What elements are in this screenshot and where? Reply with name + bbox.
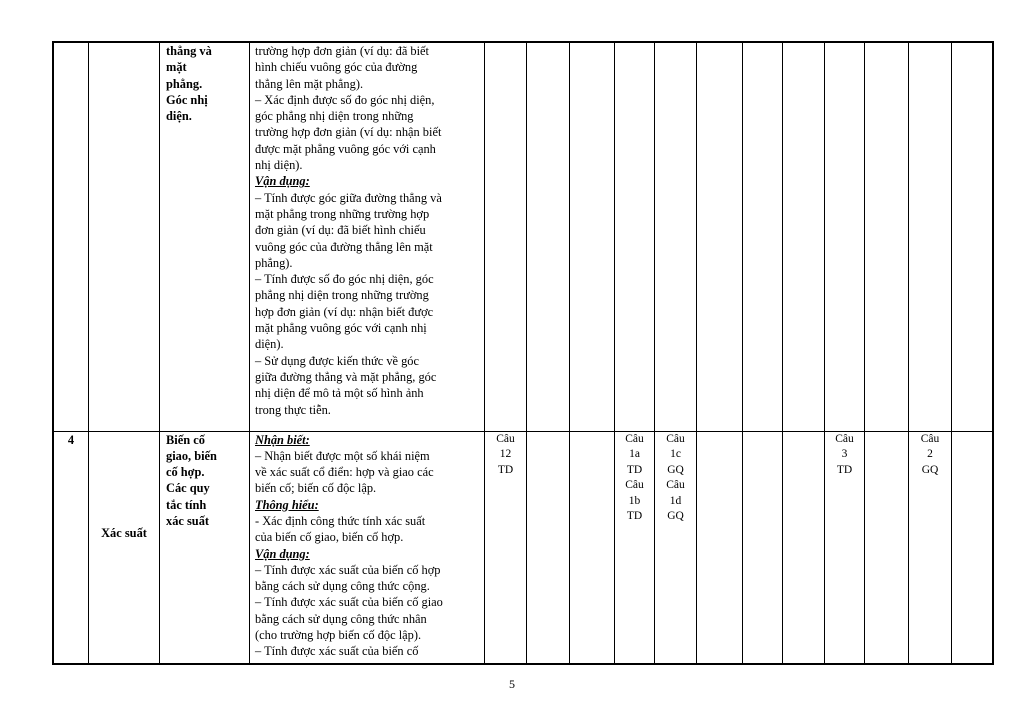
question-cell (825, 431, 865, 664)
question-ref: TD (497, 463, 514, 476)
yeu-cau-line: diện). (255, 337, 284, 352)
yeu-cau-line: được mặt phẳng vuông góc với cạnh (255, 141, 436, 156)
question-cell (615, 431, 655, 664)
yeu-cau-line: – Tính được xác suất của biến cố giao (255, 595, 443, 610)
noi-dung-cell (160, 431, 250, 664)
question-ref: 1c (670, 448, 681, 460)
noi-dung-line: xác suất (166, 513, 210, 528)
yeu-cau-line: nhị diện để mô tả một số hình ảnh (255, 386, 424, 401)
question-cell (527, 431, 570, 664)
question-ref: 12 (499, 448, 512, 460)
chu-de-cell (89, 42, 160, 431)
yeu-cau-line: đơn giản (ví dụ: đã biết hình chiếu (255, 223, 426, 238)
table-row (53, 431, 993, 664)
stt-cell: 4 (53, 431, 89, 664)
noi-dung-line: Góc nhị (166, 92, 208, 107)
question-cell (570, 431, 615, 664)
yeu-cau-line: – Tính được góc giữa đường thẳng và (255, 190, 442, 205)
matrix-table (52, 41, 994, 665)
yeu-cau-line: của biến cố giao, biến cố hợp. (255, 530, 404, 545)
yeu-cau-line: mặt phẳng trong những trường hợp (255, 206, 430, 221)
noi-dung-line: tắc tính (166, 497, 207, 512)
yeu-cau-line: mặt phẳng vuông góc với cạnh nhị (255, 321, 427, 336)
noi-dung-line: giao, biến (166, 448, 217, 463)
noi-dung-line: cố hợp. (166, 465, 205, 480)
yeu-cau-line: – Sử dụng được kiến thức về góc (255, 353, 420, 368)
question-cell (825, 42, 865, 431)
question-ref: 1a (629, 448, 640, 460)
yeu-cau-line: – Tính được xác suất của biến cố hợp (255, 562, 441, 577)
question-cell (615, 42, 655, 431)
question-cell (952, 42, 993, 431)
question-ref: Câu (625, 432, 644, 445)
yeu-cau-line: bằng cách sử dụng công thức cộng. (255, 579, 430, 594)
chu-de-label: Xác suất (101, 525, 147, 540)
question-cell (865, 431, 909, 664)
level-label: Thông hiểu: (255, 497, 319, 512)
question-ref: TD (626, 463, 643, 476)
question-cell (485, 42, 527, 431)
question-ref: 1d (669, 494, 682, 507)
yeu-cau-line: – Tính được số đo góc nhị diện, góc (255, 272, 434, 287)
yeu-cau-line: trong thực tiễn. (255, 402, 331, 417)
question-ref: GQ (667, 510, 684, 522)
question-cell (865, 42, 909, 431)
level-label: Nhận biết: (255, 432, 310, 447)
yeu-cau-cell (250, 42, 485, 431)
question-cell (485, 431, 527, 664)
question-ref: 1b (628, 494, 641, 507)
yeu-cau-line: góc phẳng nhị diện trong những (255, 109, 414, 124)
yeu-cau-line: nhị diện). (255, 158, 303, 173)
question-ref: Câu (666, 432, 685, 445)
question-cell (783, 431, 825, 664)
question-cell (743, 431, 783, 664)
yeu-cau-line: phẳng). (255, 255, 293, 270)
noi-dung-line: diện. (166, 109, 192, 124)
question-ref: TD (836, 463, 853, 476)
yeu-cau-line: biến cố; biến cố độc lập. (255, 481, 377, 496)
yeu-cau-line: giữa đường thẳng và mặt phẳng, góc (255, 369, 437, 384)
question-ref: Câu (835, 432, 854, 445)
noi-dung-line: thẳng và (166, 44, 212, 58)
question-ref: GQ (921, 463, 939, 476)
table-row (53, 42, 993, 431)
question-cell (655, 42, 697, 431)
question-cell (909, 431, 952, 664)
question-cell (570, 42, 615, 431)
yeu-cau-line: – Xác định được số đo góc nhị diện, (255, 92, 435, 107)
yeu-cau-cell (250, 431, 485, 664)
yeu-cau-line: trường hợp đơn giản (ví dụ: đã biết (255, 44, 430, 58)
question-cell (952, 431, 993, 664)
chu-de-cell (89, 431, 160, 664)
yeu-cau-line: bằng cách sử dụng công thức nhân (255, 611, 427, 626)
question-cell (783, 42, 825, 431)
yeu-cau-line: vuông góc của đường thẳng lên mặt (255, 239, 433, 254)
question-ref: Câu (920, 432, 940, 445)
question-cell (909, 42, 952, 431)
question-ref: Câu (666, 479, 685, 491)
question-cell (743, 42, 783, 431)
yeu-cau-line: - Xác định công thức tính xác suất (255, 513, 426, 528)
question-cell (697, 42, 743, 431)
yeu-cau-line: trường hợp đơn giản (ví dụ: nhận biết (255, 125, 442, 140)
noi-dung-line: Các quy (166, 481, 210, 496)
question-ref: Câu (625, 479, 644, 491)
question-cell (697, 431, 743, 664)
question-cell (655, 431, 697, 664)
yeu-cau-line: – Nhận biết được một số khái niệm (255, 448, 430, 463)
page-number: 5 (509, 677, 515, 691)
noi-dung-cell (160, 42, 250, 431)
yeu-cau-line: thẳng lên mặt phẳng). (255, 76, 364, 91)
yeu-cau-line: về xác suất cổ điển: hợp và giao các (255, 465, 434, 480)
yeu-cau-line: – Tính được xác suất của biến cố (255, 644, 419, 659)
yeu-cau-line: hợp đơn giản (ví dụ: nhận biết được (255, 304, 434, 319)
noi-dung-line: mặt (166, 60, 187, 75)
question-ref: TD (626, 510, 643, 522)
question-ref: 3 (841, 448, 848, 460)
yeu-cau-line: hình chiếu vuông góc của đường (255, 60, 418, 75)
yeu-cau-line: phẳng nhị diện trong những trường (255, 288, 429, 303)
yeu-cau-line: (cho trường hợp biến cố độc lập). (255, 628, 422, 643)
question-ref: GQ (667, 463, 684, 476)
question-cell (527, 42, 570, 431)
level-label: Vận dụng: (255, 546, 310, 561)
noi-dung-line: Biến cố (166, 432, 205, 447)
level-label: Vận dụng: (255, 174, 310, 189)
stt-cell (53, 42, 89, 431)
question-ref: 2 (927, 448, 933, 460)
question-ref: Câu (496, 432, 515, 445)
noi-dung-line: phẳng. (166, 76, 203, 91)
